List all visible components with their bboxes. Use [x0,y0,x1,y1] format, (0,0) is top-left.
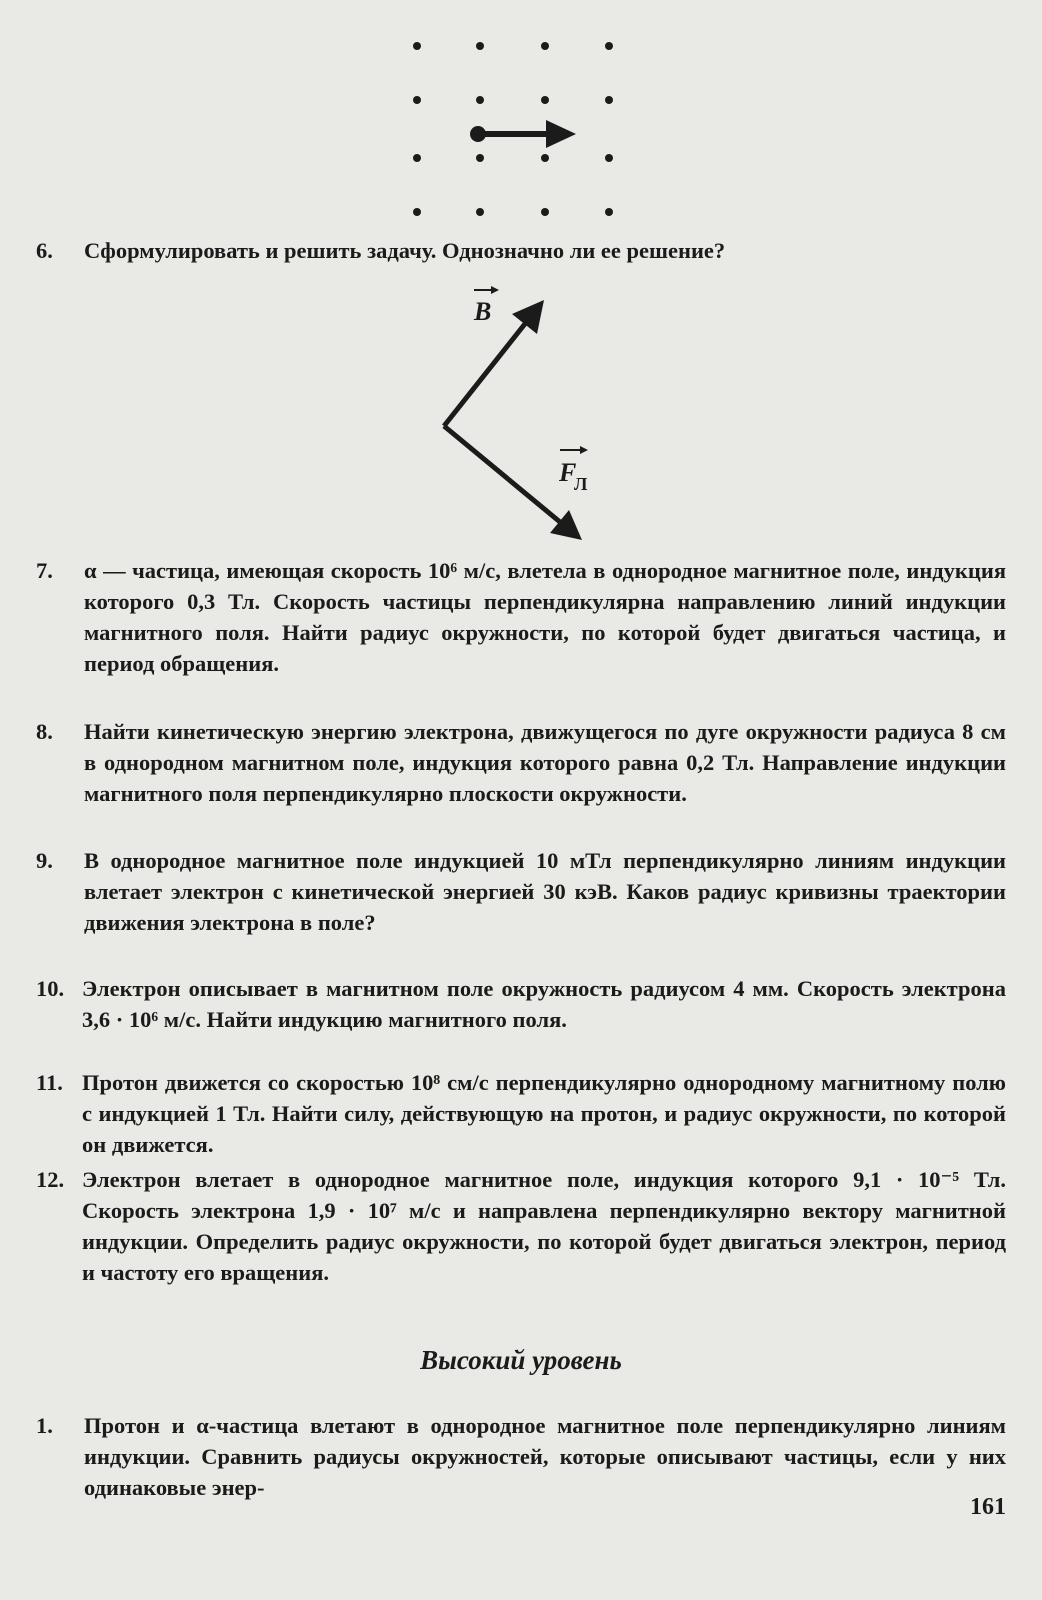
problem-text: Сформулировать и решить задачу. Однозначно ли ее решение? [84,238,726,263]
problem-12 [36,1164,1006,1288]
problem-10 [36,973,1006,1035]
problem-text: Электрон описывает в магнитном поле окружность радиусом 4 мм. Скорость электрона 3,6 · 10⁶ м/с. Найти индукцию магнитного поля. [82,976,1006,1032]
problem-number: 1. [36,1413,53,1438]
svg-text:F: F [559,458,577,487]
problem-7 [36,555,1006,679]
section-title: Высокий уровень [420,1345,622,1375]
problem-text: Электрон влетает в однородное магнитное поле, индукция которого 9,1 · 10⁻⁵ Тл. Скорость электрона 1,9 · 10⁷ м/с и направлена перпендикулярно вектору магнитной индукции. Определить радиус окружности, по которой будет двигаться электрон, период и частоту его вращения. [82,1167,1006,1285]
svg-text:Л: Л [574,474,588,494]
force-figure [0,0,1042,560]
problem-number: 11. [36,1070,63,1095]
problem-text: В однородное магнитное поле индукцией 10 мТл перпендикулярно линиям индукции влетает электрон с кинетической энергией 30 кэВ. Каков радиус кривизны траектории движения электрона в поле? [84,848,1006,935]
problem-9 [36,845,1006,938]
problem-number: 7. [36,558,53,583]
svg-text:B: B [474,297,492,326]
problem-text: Протон движется со скоростью 10⁸ см/с перпендикулярно однородному магнитному полю с индукцией 1 Тл. Найти силу, действующую на протон, и радиус окружности, по которой он движется. [82,1070,1006,1157]
problem-number: 8. [36,719,53,744]
problem-11 [36,1067,1006,1160]
problem-number: 9. [36,848,53,873]
problem-number: 10. [36,976,65,1001]
page-number: 161 [970,1494,1006,1520]
high-level-problem-1 [36,1410,1006,1503]
vector-f-label [558,446,588,494]
problem-text: α — частица, имеющая скорость 10⁶ м/с, влетела в однородное магнитное поле, индукция которого 0,3 Тл. Скорость частицы перпендикулярна направлению линий индукции магнитного поля. Найти радиус окружности, по которой будет двигаться частица, и период обращения. [84,558,1006,676]
problem-text: Найти кинетическую энергию электрона, движущегося по дуге окружности радиуса 8 см в однородном магнитном поле, индукция которого равна 0,2 Тл. Направление индукции магнитного поля перпендикулярно плоскости окружности. [84,719,1006,806]
problem-8 [36,716,1006,809]
problem-number: 12. [36,1167,65,1192]
vector-b-label [473,286,499,326]
problem-text: Протон и α-частица влетают в однородное магнитное поле перпендикулярно линиям индукции. Сравнить радиусы окружностей, которые описывают частицы, если у них одинаковые энер- [84,1413,1006,1500]
vector-b-arrow [444,300,544,426]
problem-number: 6. [36,238,53,263]
